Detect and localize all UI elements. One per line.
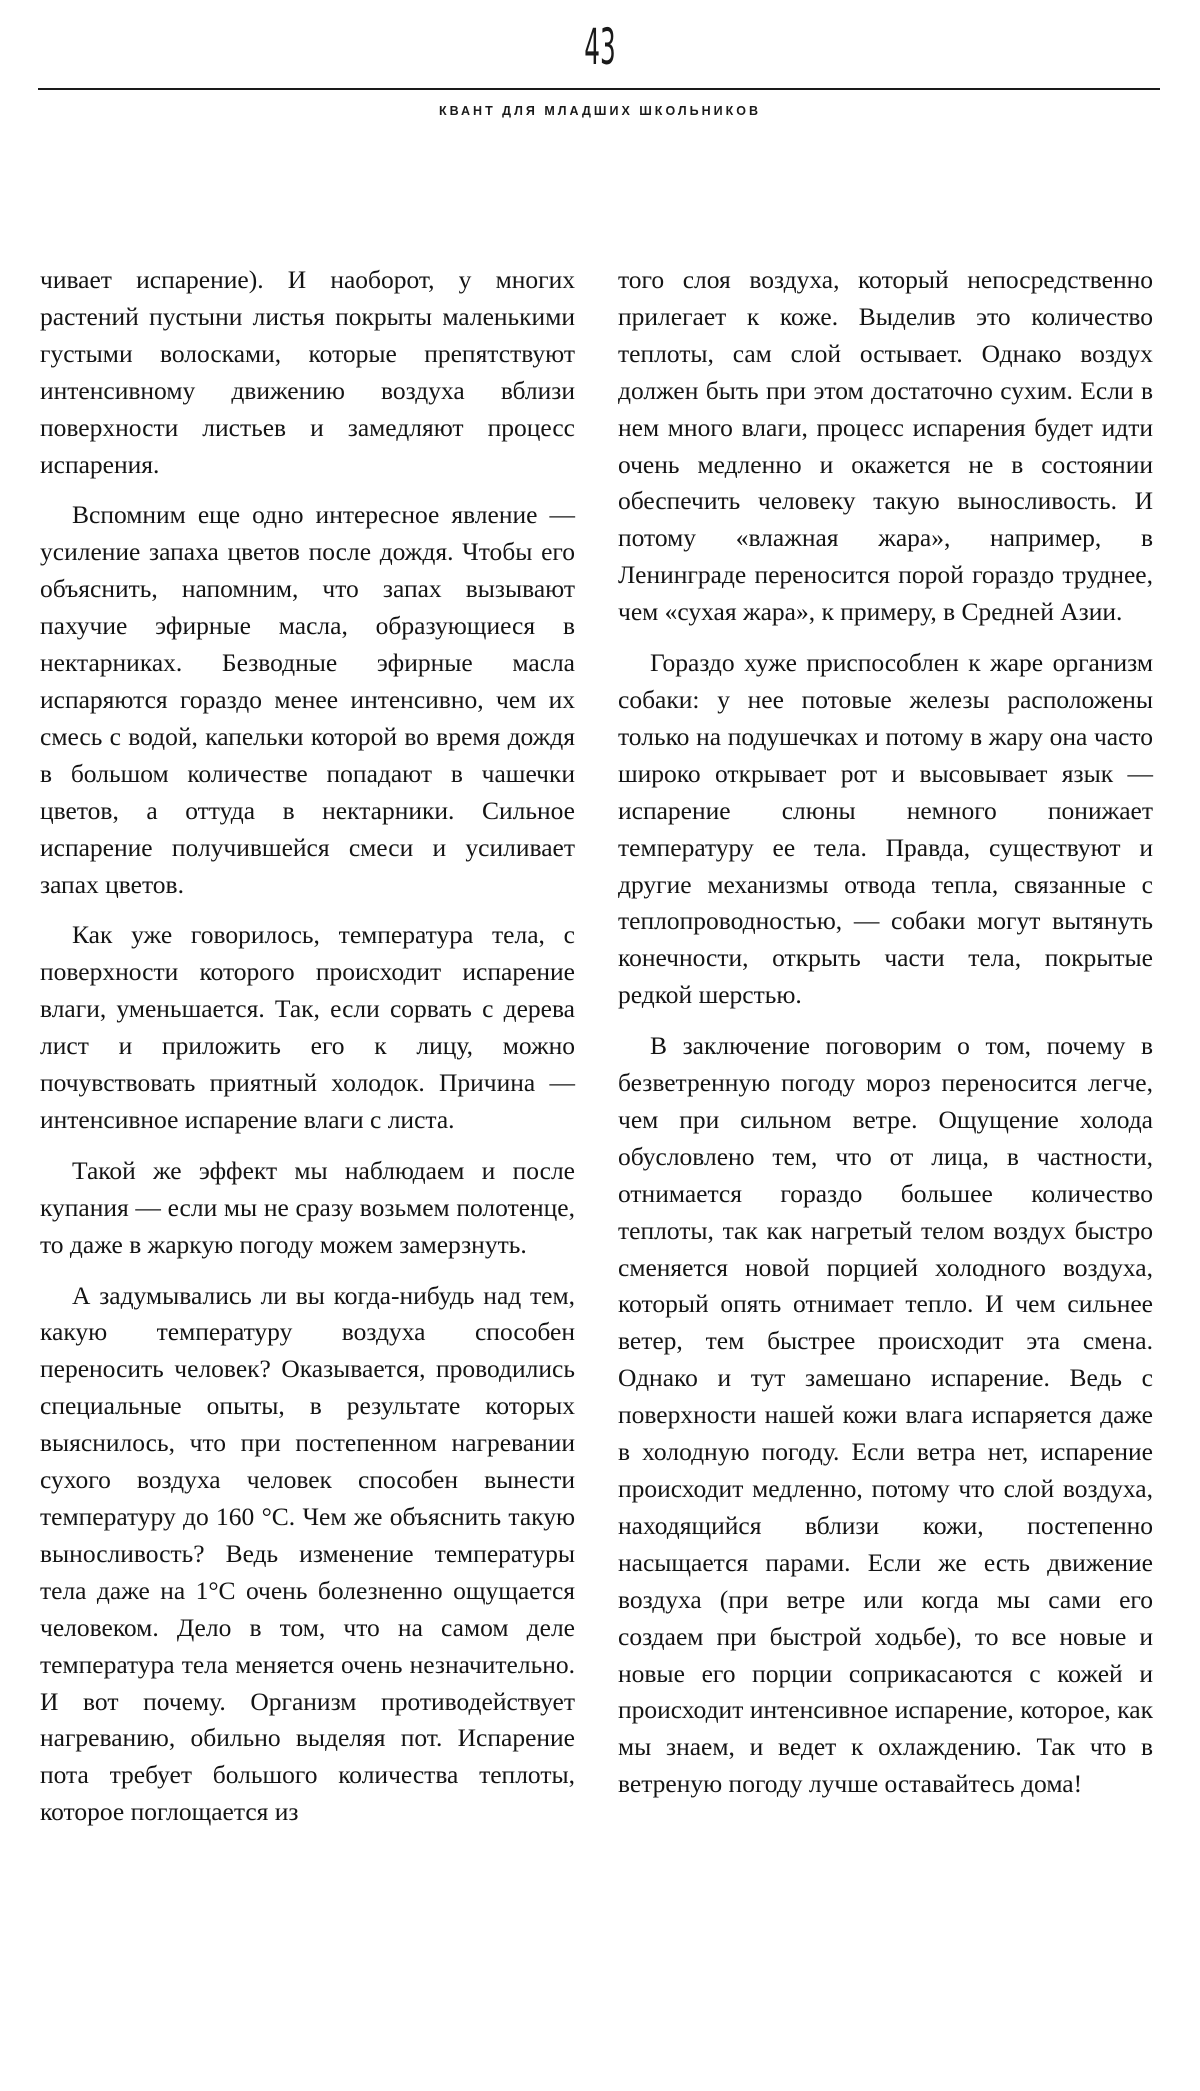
paragraph: Гораздо хуже приспособлен к жаре организм собаки: у нее потовые железы расположены только на подушечках и потому в жару она часто широко открывает рот и высовывает язык — испарение слюны немного понижает температуру ее тела. Правда, существуют и другие механизмы отвода тепла, связанные с теплопроводностью, — собаки могут вытянуть конечности, открыть части тела, покрытые редкой шерстью. (618, 648, 1153, 1010)
paragraph: чивает испарение). И наоборот, у многих растений пустыни листья покрыты маленькими густыми волосками, которые препятствуют интенсивному движению воздуха вблизи поверхности листьев и замедляют процесс испарения. (40, 265, 575, 479)
paragraph: В заключение поговорим о том, почему в безветренную погоду мороз переносится легче, чем при сильном ветре. Ощущение холода обусловлено тем, что от лица, в частности, отнимается гораздо большее количество теплоты, так как нагретый телом воздух быстро сменяется новой порцией холодного воздуха, который опять отнимает тепло. И чем сильнее ветер, тем быстрее происходит эта смена. Однако и тут замешано испарение. Ведь с поверхности нашей кожи влага испаряется даже в холодную погоду. Если ветра нет, испарение происходит медленно, потому что слой воздуха, находящийся вблизи кожи, постепенно насыщается парами. Если же есть движение воздуха (при ветре или когда мы сами его создаем при быстрой ходьбе), то все новые и новые его порции соприкасаются с кожей и происходит интенсивное испарение, которое, как мы знаем, и ведет к охлаждению. Так что в ветреную погоду лучше оставайтесь дома! (618, 1031, 1153, 1799)
paragraph: А задумывались ли вы когда-нибудь над тем, какую температуру воздуха способен переносить человек? Оказывается, проводились специальные опыты, в результате которых выяснилось, что при постепенном нагревании сухого воздуха человек способен вынести температуру до 160 °С. Чем же объяснить такую выносливость? Ведь изменение температуры тела даже на 1°С очень болезненно ощущается человеком. Дело в том, что на самом деле температура тела меняется очень незначительно. И вот почему. Организм противодействует нагреванию, обильно выделяя пот. Испарение пота требует большого количества теплоты, которое поглощается из (40, 1280, 575, 1827)
paragraph: Такой же эффект мы наблюдаем и после купания — если мы не сразу возьмем полотенце, то даже в жаркую погоду можем замерзнуть. (40, 1155, 575, 1259)
running-head: КВАНТ ДЛЯ МЛАДШИХ ШКОЛЬНИКОВ (438, 104, 761, 118)
right-column (618, 262, 1153, 1817)
paragraph: того слоя воздуха, который непосредственно прилегает к коже. Выделив это количество теплоты, сам слой остывает. Однако воздух должен быть при этом достаточно сухим. Если в нем много влаги, процесс испарения будет идти очень медленно и окажется не в состоянии обеспечить человеку такую выносливость. И потому «влажная жара», например, в Ленинграде переносится порой гораздо труднее, чем «сухая жара», к примеру, в Средней Азии. (618, 265, 1153, 627)
paragraph: Вспомним еще одно интересное явление — усиление запаха цветов после дождя. Чтобы его объяснить, напомним, что запах вызывают пахучие эфирные масла, образующиеся в нектарниках. Безводные эфирные масла испаряются гораздо менее интенсивно, чем их смесь с водой, капельки которой во время дождя в большом количестве попадают в чашечки цветов, а оттуда в нектарники. Сильное испарение получившейся смеси и усиливает запах цветов. (40, 500, 575, 899)
header-rule (38, 88, 1160, 90)
left-column (40, 262, 575, 1845)
paragraph: Как уже говорилось, температура тела, с поверхности которого происходит испарение влаги, уменьшается. Так, если сорвать с дерева лист и приложить его к лицу, можно почувствовать приятный холодок. Причина — интенсивное испарение влаги с листа. (40, 920, 575, 1134)
page-number: 43 (584, 18, 616, 76)
